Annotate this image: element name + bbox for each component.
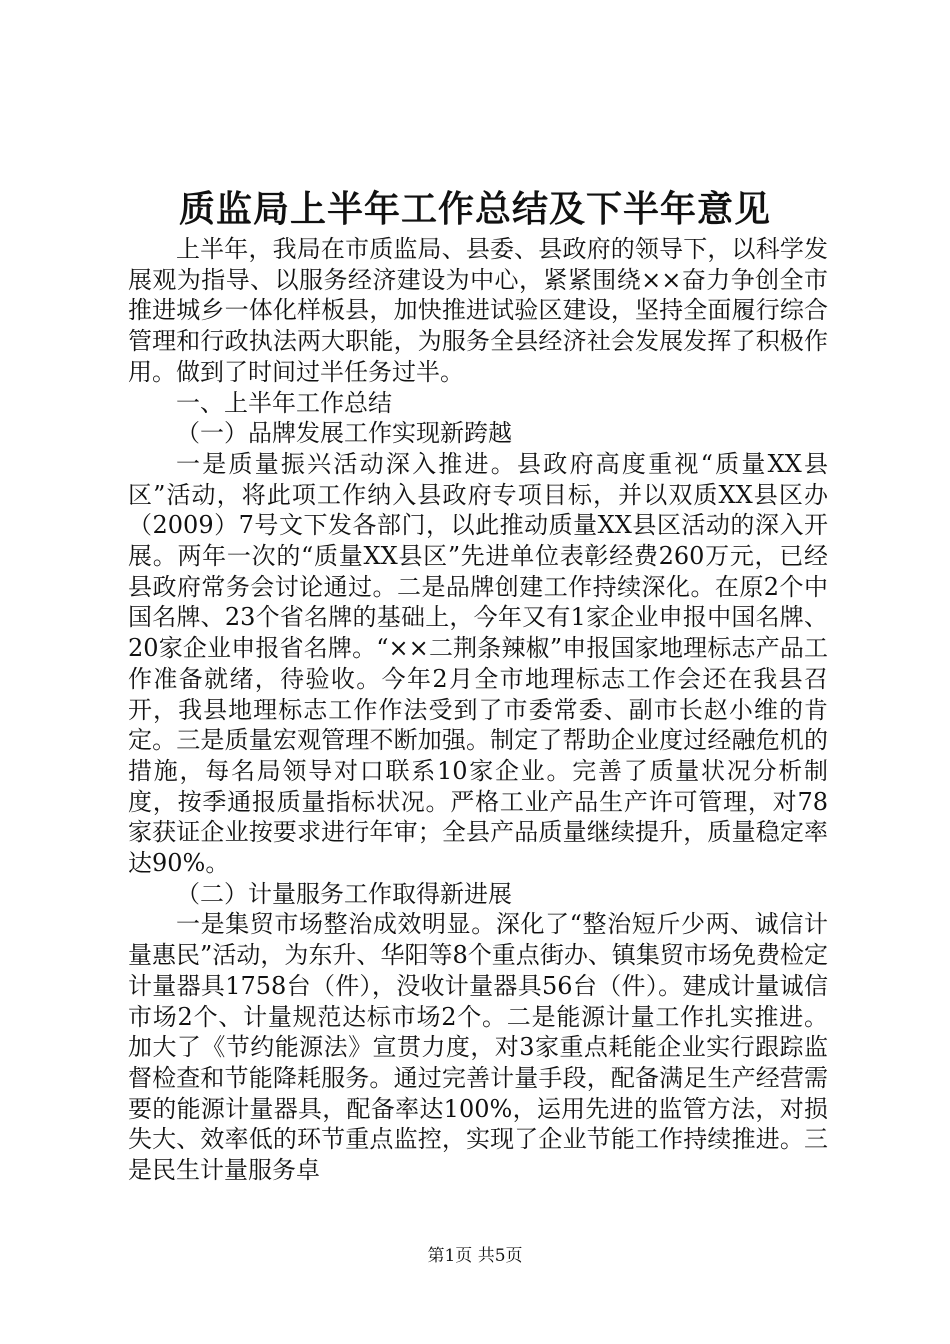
document-body bbox=[128, 234, 828, 1186]
subsection-heading-1: （一）品牌发展工作实现新跨越 bbox=[176, 419, 512, 448]
brand-development-paragraph: 一是质量振兴活动深入推进。县政府高度重视“质量XX县区”活动，将此项工作纳入县政府专项目标，并以双质XX县区办（2009）7号文下发各部门，以此推动质量XX县区活动的深入开展。两年一次的“质量XX县区”先进单位表彰经费260万元，已经县政府常务会讨论通过。二是品牌创建工作持续深化。在原2个中国名牌、23个省名牌的基础上，今年又有1家企业申报中国名牌、20家企业申报省名牌。“××二荆条辣椒”申报国家地理标志产品工作准备就绪，待验收。今年2月全市地理标志工作会还在我县召开，我县地理标志工作作法受到了市委常委、副市长赵小维的肯定。三是质量宏观管理不断加强。制定了帮助企业度过经融危机的措施，每名局领导对口联系10家企业。完善了质量状况分析制度，按季通报质量指标状况。严格工业产品生产许可管理，对78家获证企业按要求进行年审；全县产品质量继续提升，质量稳定率达90%。 bbox=[128, 449, 828, 878]
page-number-footer: 第1页 共5页 bbox=[427, 1246, 523, 1266]
section-heading-1: 一、上半年工作总结 bbox=[176, 388, 392, 417]
document-title: 质监局上半年工作总结及下半年意见 bbox=[178, 188, 771, 230]
intro-paragraph: 上半年，我局在市质监局、县委、县政府的领导下，以科学发展观为指导、以服务经济建设为中心，紧紧围绕××奋力争创全市推进城乡一体化样板县，加快推进试验区建设，坚持全面履行综合管理和行政执法两大职能，为服务全县经济社会发展发挥了积极作用。做到了时间过半任务过半。 bbox=[128, 235, 828, 386]
metrology-service-paragraph: 一是集贸市场整治成效明显。深化了“整治短斤少两、诚信计量惠民”活动，为东升、华阳等8个重点街办、镇集贸市场免费检定计量器具1758台（件），没收计量器具56台（件）。建成计量诚信市场2个、计量规范达标市场2个。二是能源计量工作扎实推进。加大了《节约能源法》宣贯力度，对3家重点耗能企业实行跟踪监督检查和节能降耗服务。通过完善计量手段，配备满足生产经营需要的能源计量器具，配备率达100%，运用先进的监管方法，对损失大、效率低的环节重点监控，实现了企业节能工作持续推进。三是民生计量服务卓 bbox=[128, 910, 828, 1185]
subsection-heading-2: （二）计量服务工作取得新进展 bbox=[176, 879, 512, 908]
